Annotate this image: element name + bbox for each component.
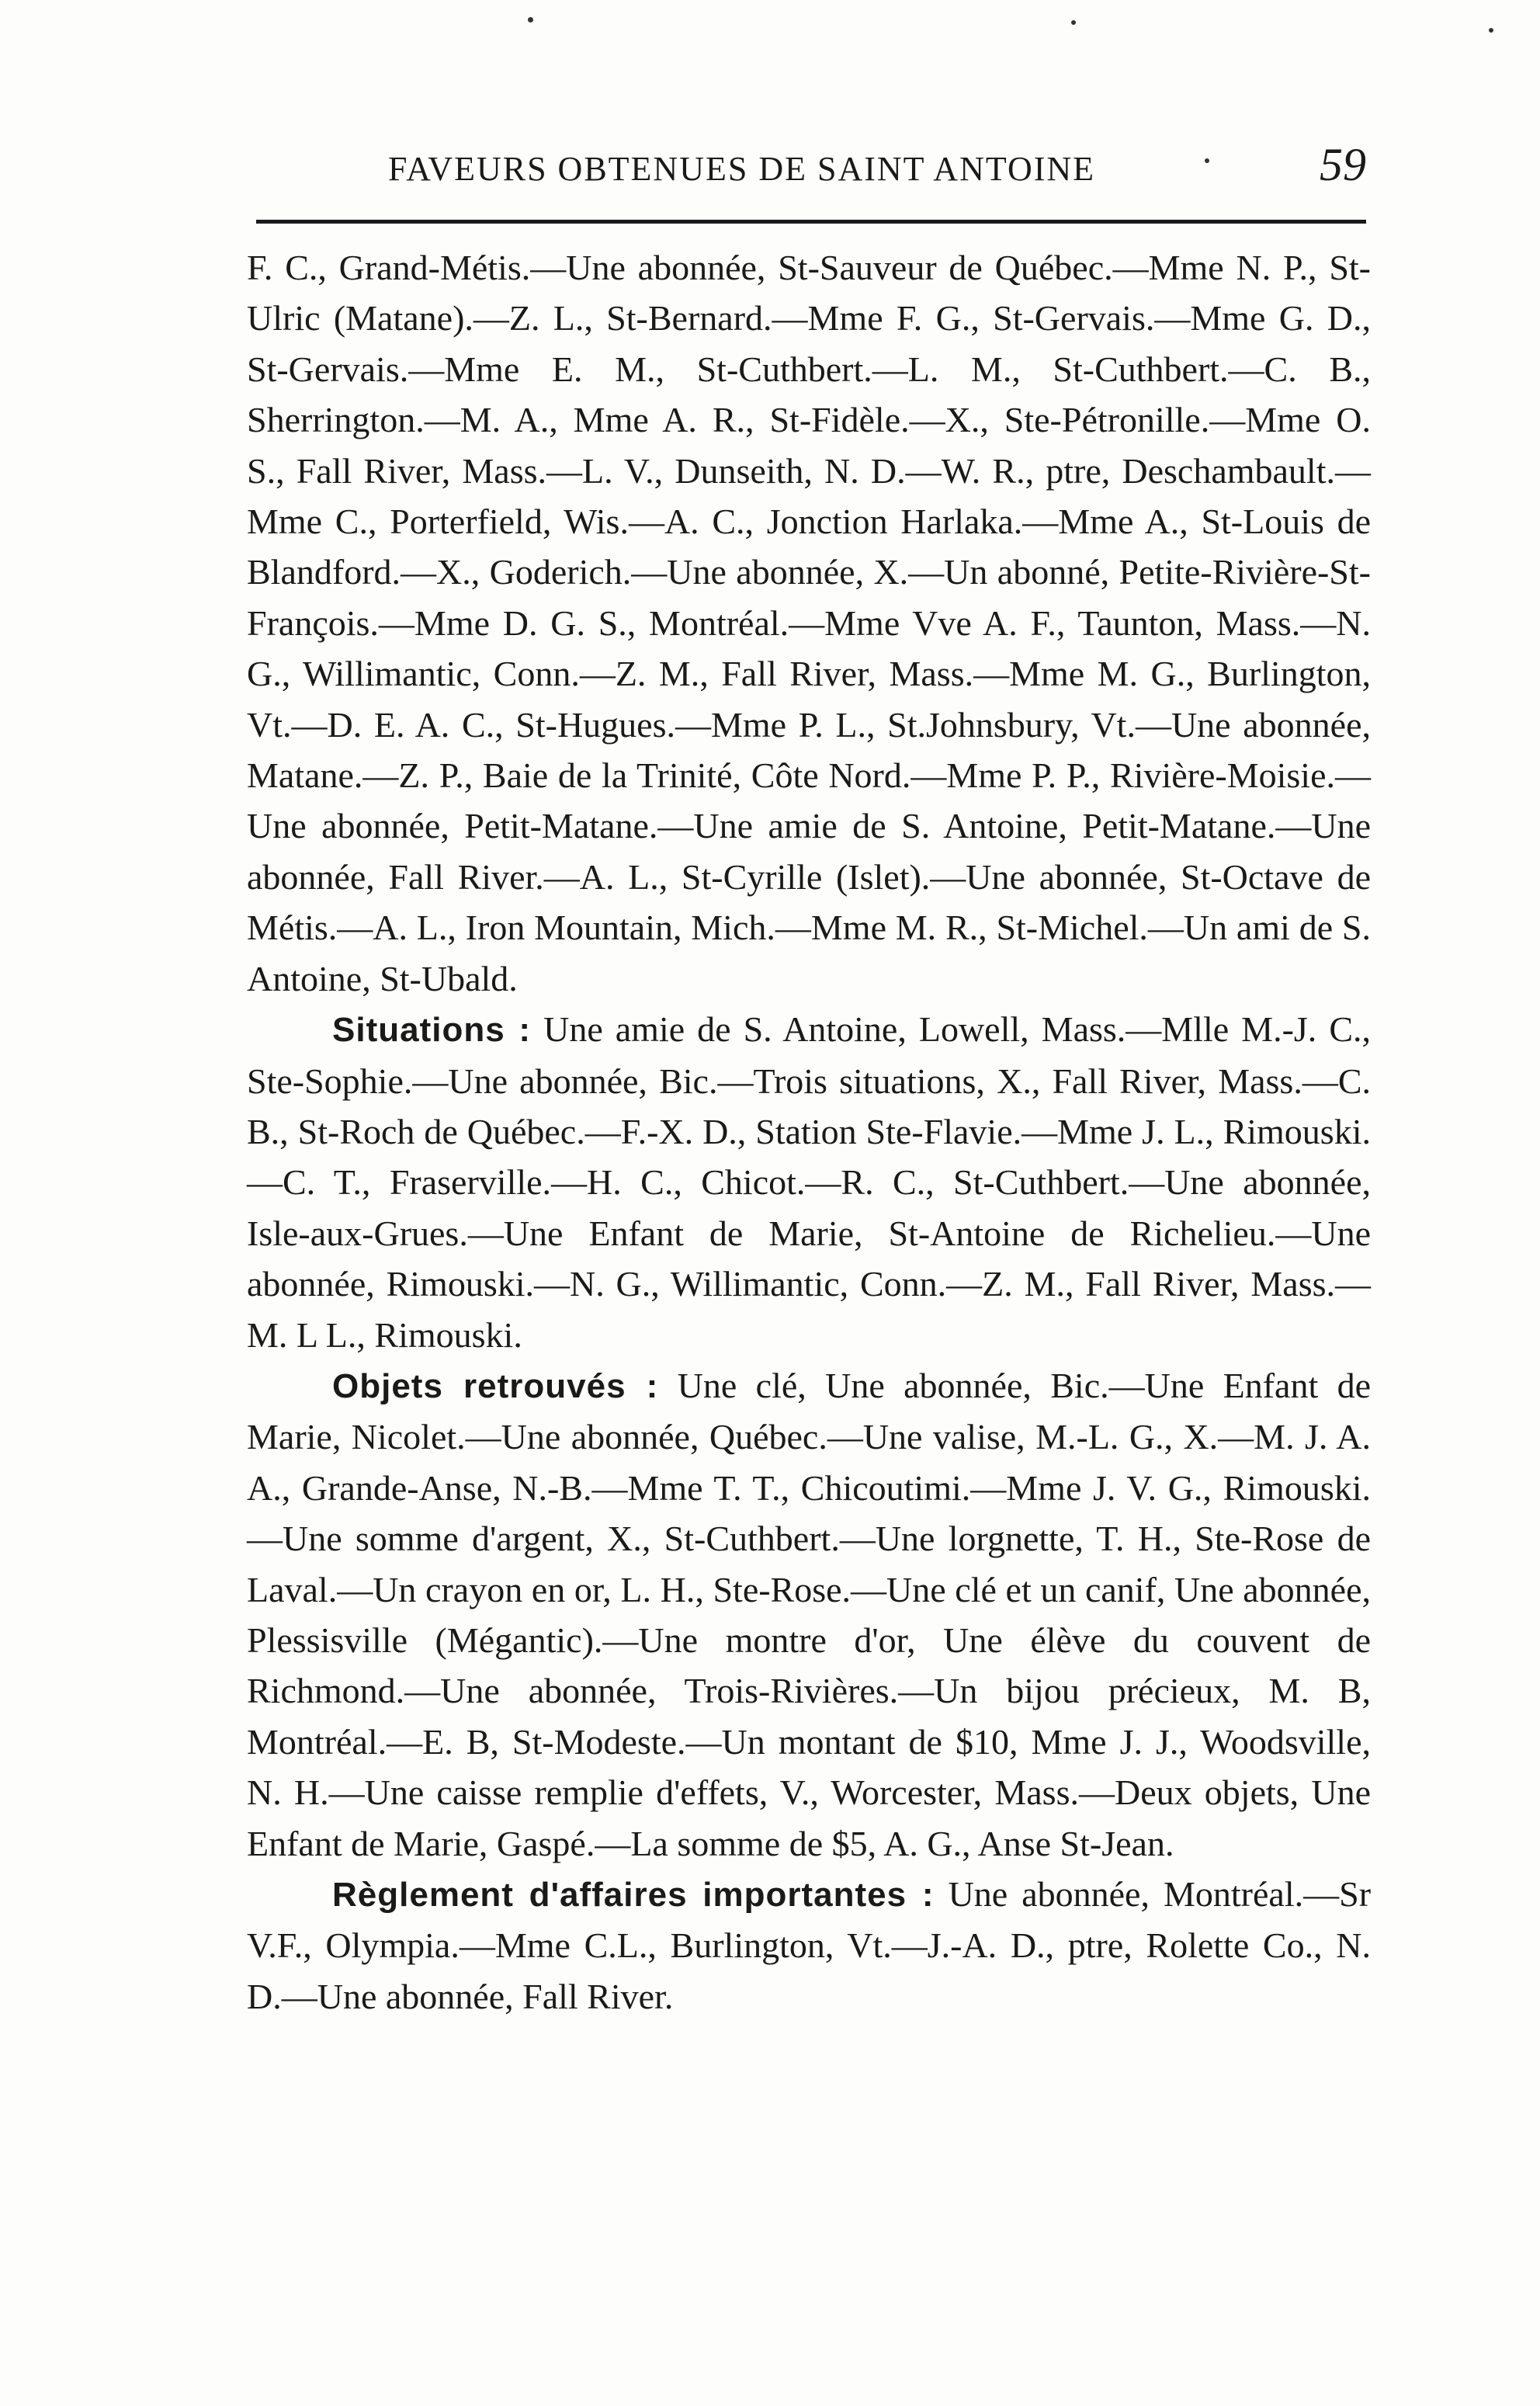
print-speck — [1071, 20, 1076, 25]
page-header — [256, 138, 1366, 192]
section-heading: Objets retrouvés : — [332, 1366, 659, 1405]
section-situations — [247, 1004, 1371, 1360]
paragraph-favors — [247, 242, 1371, 1004]
paragraph-text: Une amie de S. Antoine, Lowell, Mass.—Mlle M.-J. C., Ste-Sophie.—Une abonnée, Bic.—Trois situations, X., Fall River, Mass.—C. B., St-Roch de Québec.—F.-X. D., Station Ste-Flavie.—Mme J. L., Rimouski.—C. T., Fraserville.—H. C., Chicot.—R. C., St-Cuthbert.—Une abonnée, Isle-aux-Grues.—Une Enfant de Marie, St-Antoine de Richelieu.—Une abonnée, Rimouski.—N. G., Willimantic, Conn.—Z. M., Fall River, Mass.—M. L L., Rimouski. — [247, 1009, 1371, 1355]
section-business — [247, 1869, 1371, 2022]
print-speck — [528, 17, 533, 23]
paragraph-text: Une clé, Une abonnée, Bic.—Une Enfant de Marie, Nicolet.—Une abonnée, Québec.—Une valise, M.-L. G., X.—M. J. A. A., Grande-Anse, N.-B.—Mme T. T., Chicoutimi.—Mme J. V. G., Rimouski.—Une somme d'argent, X., St-Cuthbert.—Une lorgnette, T. H., Ste-Rose de Laval.—Un crayon en or, L. H., Ste-Rose.—Une clé et un canif, Une abonnée, Plessisville (Mégantic).—Une montre d'or, Une élève du couvent de Richmond.—Une abonnée, Trois-Rivières.—Un bijou précieux, M. B, Montréal.—E. B, St-Modeste.—Un montant de $10, Mme J. J., Woodsville, N. H.—Une caisse remplie d'effets, V., Worcester, Mass.—Deux objets, Une Enfant de Marie, Gaspé.—La somme de $5, A. G., Anse St-Jean. — [247, 1365, 1372, 1863]
section-heading: Situations : — [332, 1011, 532, 1050]
running-title: FAVEURS OBTENUES DE SAINT ANTOINE — [388, 150, 1096, 188]
header-rule — [256, 220, 1366, 224]
section-heading: Règlement d'affaires importantes : — [332, 1876, 935, 1914]
page-number: 59 — [1320, 139, 1366, 190]
paragraph-text: Une abonnée, Montréal.—Sr V.F., Olympia.—Mme C.L., Burlington, Vt.—J.-A. D., ptre, Rolette Co., N. D.—Une abonnée, Fall River. — [247, 1874, 1372, 2016]
paragraph-text: F. C., Grand-Métis.—Une abonnée, St-Sauveur de Québec.—Mme N. P., St-Ulric (Matane).—Z. L., St-Bernard.—Mme F. G., St-Gervais.—Mme G. D., St-Gervais.—Mme E. M., St-Cuthbert.—L. M., St-Cuthbert.—C. B., Sherrington.—M. A., Mme A. R., St-Fidèle.—X., Ste-Pétronille.—Mme O. S., Fall River, Mass.—L. V., Dunseith, N. D.—W. R., ptre, Deschambault.—Mme C., Porterfield, Wis.—A. C., Jonction Harlaka.—Mme A., St-Louis de Blandford.—X., Goderich.—Une abonnée, X.—Un abonné, Petite-Rivière-St-François.—Mme D. G. S., Montréal.—Mme Vve A. F., Taunton, Mass.—N. G., Willimantic, Conn.—Z. M., Fall River, Mass.—Mme M. G., Burlington, Vt.—D. E. A. C., St-Hugues.—Mme P. L., St.Johnsbury, Vt.—Une abonnée, Matane.—Z. P., Baie de la Trinité, Côte Nord.—Mme P. P., Rivière-Moisie.—Une abonnée, Petit-Matane.—Une amie de S. Antoine, Petit-Matane.—Une abonnée, Fall River.—A. L., St-Cyrille (Islet).—Une abonnée, St-Octave de Métis.—A. L., Iron Mountain, Mich.—Mme M. R., St-Michel.—Un ami de S. Antoine, St-Ubald. — [247, 248, 1371, 998]
print-speck — [1489, 28, 1493, 33]
page-body — [247, 242, 1371, 2022]
section-found-objects — [247, 1360, 1371, 1869]
